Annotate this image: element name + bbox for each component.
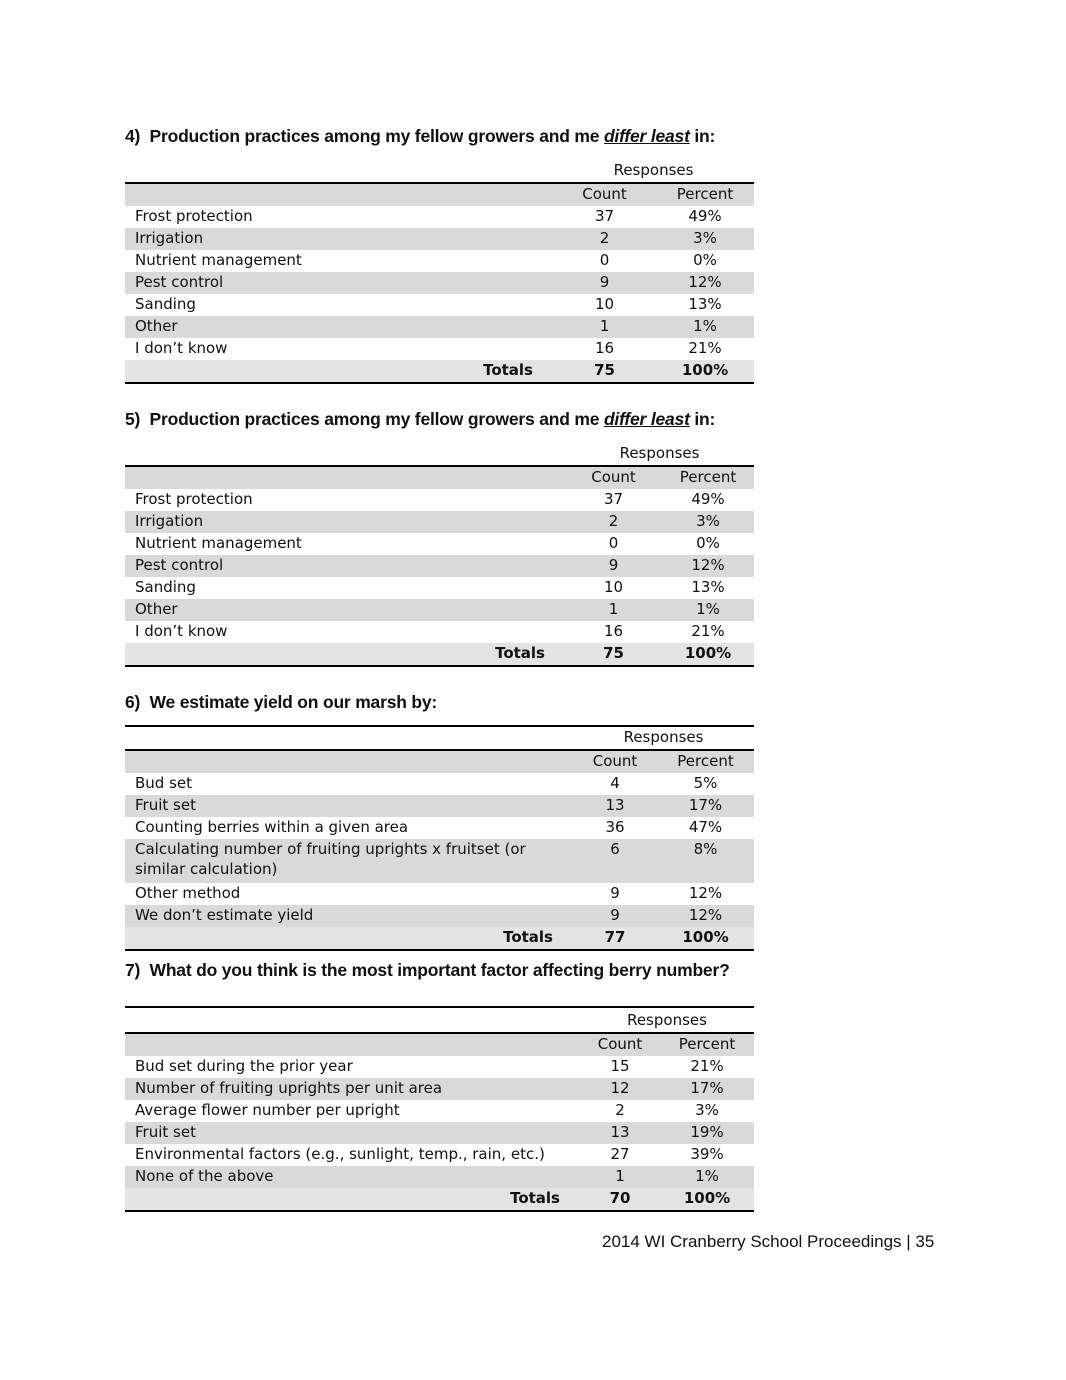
row-label: I don’t know bbox=[135, 339, 228, 357]
question-4-table bbox=[125, 160, 754, 384]
row-count: 9 bbox=[610, 884, 620, 902]
responses-header-row bbox=[125, 160, 754, 183]
table-row bbox=[125, 795, 754, 817]
row-count: 10 bbox=[603, 578, 624, 596]
row-percent: 3% bbox=[695, 1101, 719, 1119]
row-percent: 5% bbox=[693, 774, 718, 792]
count-header: Count bbox=[565, 466, 662, 489]
row-count: 1 bbox=[565, 599, 662, 621]
table-row bbox=[125, 294, 754, 316]
row-percent: 12% bbox=[688, 884, 723, 902]
table-row bbox=[125, 883, 754, 905]
responses-label: Responses bbox=[619, 444, 700, 462]
row-label: Environmental factors (e.g., sunlight, temp., rain, etc.) bbox=[135, 1145, 545, 1163]
table-row bbox=[125, 338, 754, 360]
table-row bbox=[125, 773, 754, 795]
row-count: 27 bbox=[610, 1145, 630, 1163]
totals-label: Totals bbox=[125, 643, 565, 666]
page-footer: 2014 WI Cranberry School Proceedings | 35 bbox=[602, 1232, 935, 1251]
question-text: Production practices among my fellow growers and me bbox=[149, 409, 604, 429]
table-row bbox=[125, 1078, 754, 1100]
table-row bbox=[125, 206, 754, 228]
row-label: Pest control bbox=[125, 272, 553, 294]
responses-header-row bbox=[125, 443, 754, 466]
row-label: Other bbox=[125, 316, 553, 338]
row-label: Fruit set bbox=[125, 1122, 580, 1144]
row-count: 0 bbox=[608, 534, 619, 552]
question-6-table bbox=[125, 725, 754, 951]
totals-label: Totals bbox=[125, 360, 553, 383]
percent-header: Percent bbox=[657, 750, 754, 773]
row-count: 12 bbox=[580, 1078, 660, 1100]
question-text-end: in: bbox=[689, 126, 716, 146]
totals-percent: 100% bbox=[656, 360, 754, 383]
totals-count: 77 bbox=[573, 927, 657, 950]
blank-cell bbox=[125, 1007, 580, 1033]
row-count: 1 bbox=[553, 316, 656, 338]
row-count: 9 bbox=[573, 905, 657, 927]
row-label: We don’t estimate yield bbox=[125, 905, 573, 927]
row-label: Bud set during the prior year bbox=[135, 1057, 353, 1075]
percent-header: Percent bbox=[656, 183, 754, 206]
blank-header-cell bbox=[125, 183, 553, 206]
question-number: 6) bbox=[125, 692, 141, 712]
row-label: Irrigation bbox=[125, 511, 565, 533]
question-number: 7) bbox=[125, 960, 141, 980]
row-label: Nutrient management bbox=[135, 534, 302, 552]
row-count: 15 bbox=[610, 1057, 630, 1075]
row-percent: 17% bbox=[657, 795, 754, 817]
row-count: 1 bbox=[580, 1166, 660, 1188]
question-number: 4) bbox=[125, 126, 141, 146]
row-percent: 13% bbox=[691, 578, 725, 596]
row-percent: 47% bbox=[688, 818, 723, 836]
row-count: 37 bbox=[603, 490, 624, 508]
question-text: We estimate yield on our marsh by: bbox=[149, 692, 438, 712]
responses-header-row bbox=[125, 726, 754, 750]
row-label: Irrigation bbox=[125, 228, 553, 250]
row-percent: 13% bbox=[688, 295, 722, 313]
table-row bbox=[125, 250, 754, 272]
responses-label: Responses bbox=[613, 161, 694, 179]
totals-percent: 100% bbox=[662, 643, 754, 666]
count-header: Count bbox=[580, 1033, 660, 1056]
row-percent: 12% bbox=[662, 555, 754, 577]
question-5-table bbox=[125, 443, 754, 667]
row-count: 2 bbox=[615, 1101, 625, 1119]
table-row bbox=[125, 228, 754, 250]
row-percent: 21% bbox=[688, 339, 722, 357]
row-label: Other method bbox=[135, 884, 241, 902]
table-row bbox=[125, 1056, 754, 1078]
row-percent: 0% bbox=[696, 534, 720, 552]
totals-percent: 100% bbox=[657, 927, 754, 950]
row-percent: 3% bbox=[662, 511, 754, 533]
table-row bbox=[125, 316, 754, 338]
column-header-row bbox=[125, 1033, 754, 1056]
row-count: 13 bbox=[573, 795, 657, 817]
totals-count: 75 bbox=[553, 360, 656, 383]
row-label: Average flower number per upright bbox=[135, 1101, 400, 1119]
blank-header-cell bbox=[125, 1033, 580, 1056]
row-percent: 1% bbox=[656, 316, 754, 338]
row-count: 36 bbox=[605, 818, 625, 836]
question-7-table bbox=[125, 1006, 754, 1212]
table-row bbox=[125, 533, 754, 555]
table-row bbox=[125, 511, 754, 533]
totals-percent: 100% bbox=[660, 1188, 754, 1211]
blank-cell bbox=[125, 726, 573, 750]
row-percent: 12% bbox=[656, 272, 754, 294]
percent-header: Percent bbox=[660, 1033, 754, 1056]
blank-header-cell bbox=[125, 466, 565, 489]
row-count: 10 bbox=[594, 295, 615, 313]
row-count: 16 bbox=[594, 339, 615, 357]
column-header-row bbox=[125, 183, 754, 206]
row-label: Other bbox=[125, 599, 565, 621]
row-count: 16 bbox=[603, 622, 624, 640]
row-label: Number of fruiting uprights per unit area bbox=[125, 1078, 580, 1100]
count-header: Count bbox=[553, 183, 656, 206]
row-percent: 1% bbox=[662, 599, 754, 621]
row-label: I don’t know bbox=[135, 622, 228, 640]
row-count: 2 bbox=[565, 511, 662, 533]
question-6-title bbox=[125, 692, 437, 713]
question-text: What do you think is the most important factor affecting berry number? bbox=[149, 960, 730, 980]
row-percent: 49% bbox=[688, 207, 722, 225]
question-emphasis: differ least bbox=[603, 409, 690, 429]
row-count: 2 bbox=[553, 228, 656, 250]
row-count: 6 bbox=[573, 839, 657, 883]
row-label: Nutrient management bbox=[135, 251, 302, 269]
table-row bbox=[125, 1166, 754, 1188]
row-label: Frost protection bbox=[135, 490, 253, 508]
row-label: Frost protection bbox=[135, 207, 253, 225]
responses-label: Responses bbox=[580, 1007, 754, 1033]
row-count: 37 bbox=[594, 207, 615, 225]
totals-count: 75 bbox=[565, 643, 662, 666]
table-row bbox=[125, 555, 754, 577]
responses-label: Responses bbox=[573, 726, 754, 750]
question-4-title bbox=[125, 126, 715, 147]
row-percent: 19% bbox=[660, 1122, 754, 1144]
row-label: Pest control bbox=[125, 555, 565, 577]
row-count: 4 bbox=[610, 774, 620, 792]
table-row bbox=[125, 1144, 754, 1166]
table-row bbox=[125, 905, 754, 927]
row-percent: 49% bbox=[691, 490, 725, 508]
percent-header: Percent bbox=[662, 466, 754, 489]
row-count: 9 bbox=[553, 272, 656, 294]
row-percent: 0% bbox=[693, 251, 717, 269]
column-header-row bbox=[125, 750, 754, 773]
row-percent: 8% bbox=[657, 839, 754, 883]
blank-header-cell bbox=[125, 750, 573, 773]
table-row bbox=[125, 1122, 754, 1144]
row-percent: 21% bbox=[691, 622, 725, 640]
row-label: Sanding bbox=[135, 578, 196, 596]
table-row bbox=[125, 839, 754, 883]
question-text: Production practices among my fellow growers and me bbox=[149, 126, 604, 146]
question-7-title bbox=[125, 960, 730, 981]
question-emphasis: differ least bbox=[603, 126, 690, 146]
table-row bbox=[125, 817, 754, 839]
row-label: Fruit set bbox=[125, 795, 573, 817]
row-count: 9 bbox=[565, 555, 662, 577]
row-percent: 39% bbox=[690, 1145, 724, 1163]
row-label: Bud set bbox=[135, 774, 193, 792]
responses-header-row bbox=[125, 1007, 754, 1033]
row-count: 0 bbox=[599, 251, 610, 269]
row-label: Calculating number of fruiting uprights x fruitset (or similar calculation) bbox=[125, 839, 573, 883]
totals-row bbox=[125, 927, 754, 950]
totals-label: Totals bbox=[125, 1188, 580, 1211]
totals-count: 70 bbox=[580, 1188, 660, 1211]
row-label: None of the above bbox=[125, 1166, 580, 1188]
row-percent: 21% bbox=[690, 1057, 724, 1075]
row-percent: 12% bbox=[657, 905, 754, 927]
row-percent: 17% bbox=[660, 1078, 754, 1100]
row-label: Sanding bbox=[135, 295, 196, 313]
table-row bbox=[125, 621, 754, 643]
totals-row bbox=[125, 643, 754, 666]
totals-row bbox=[125, 360, 754, 383]
table-row bbox=[125, 272, 754, 294]
totals-row bbox=[125, 1188, 754, 1211]
totals-label: Totals bbox=[125, 927, 573, 950]
row-label: Counting berries within a given area bbox=[135, 818, 409, 836]
column-header-row bbox=[125, 466, 754, 489]
row-percent: 1% bbox=[660, 1166, 754, 1188]
row-count: 13 bbox=[580, 1122, 660, 1144]
table-row bbox=[125, 599, 754, 621]
table-row bbox=[125, 489, 754, 511]
row-percent: 3% bbox=[656, 228, 754, 250]
question-number: 5) bbox=[125, 409, 141, 429]
table-row bbox=[125, 577, 754, 599]
count-header: Count bbox=[573, 750, 657, 773]
table-row bbox=[125, 1100, 754, 1122]
question-text-end: in: bbox=[689, 409, 716, 429]
question-5-title bbox=[125, 409, 715, 430]
